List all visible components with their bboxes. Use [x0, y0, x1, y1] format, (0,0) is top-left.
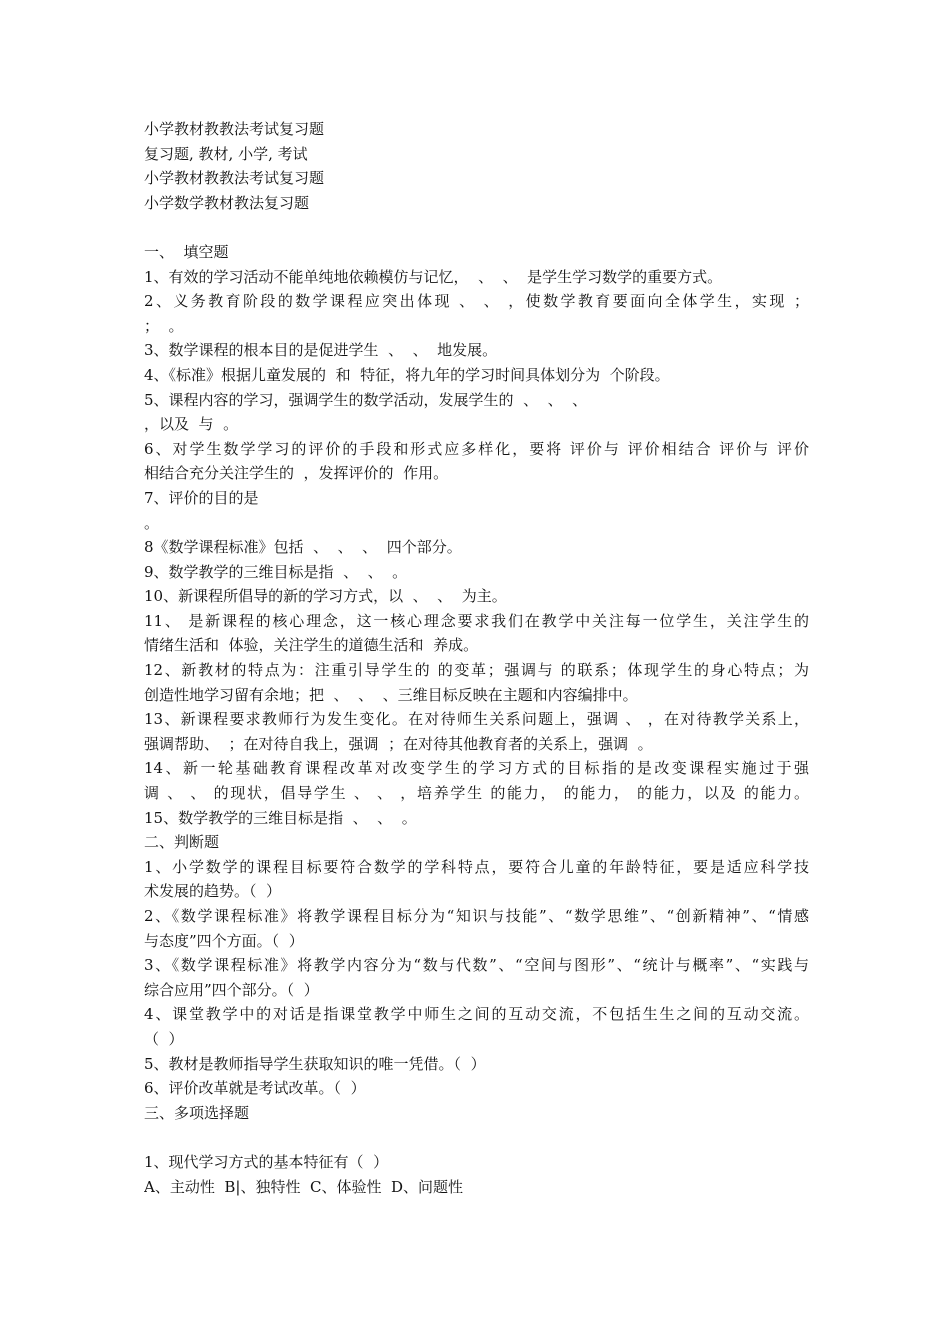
question-line: 2、《数学课程标准》将教学课程目标分为“知识与技能”、“数学思维”、“创新精神”、“情感	[144, 907, 809, 925]
question-line: 13、新课程要求教师行为发生变化。在对待师生关系问题上，强调 、 ，在对待教学关系上，	[144, 710, 809, 729]
question-line: 1、小学数学的课程目标要符合数学的学科特点，要符合儿童的年龄特征，要是适应科学技	[144, 857, 809, 876]
question-line: 术发展的趋势。（ ）	[144, 882, 282, 901]
question-line: 2、义务教育阶段的数学课程应突出体现 、 、 ，使数学教育要面向全体学生，实现 ；	[144, 292, 809, 311]
question-line: 8《数学课程标准》包括 、 、 、 四个部分。	[144, 538, 462, 557]
document-page	[144, 117, 809, 1199]
question-line: 1、有效的学习活动不能单纯地依赖模仿与记忆， 、 、 是学生学习数学的重要方式。	[144, 267, 723, 286]
question-line: 6、对学生数学学习的评价的手段和形式应多样化，要将 评价与 评价相结合 评价与 评价	[144, 439, 809, 458]
question-line: 5、课程内容的学习，强调学生的数学活动，发展学生的 、 、 、	[144, 390, 588, 409]
spacer	[144, 1125, 809, 1150]
section-heading-true-false: 二、判断题	[144, 833, 220, 852]
question-line: 7、评价的目的是	[144, 488, 259, 507]
question-line: 4、《标准》根据儿童发展的 和 特征，将九年的学习时间具体划分为 个阶段。	[144, 365, 670, 384]
question-line: 5、教材是教师指导学生获取知识的唯一凭借。（ ）	[144, 1054, 486, 1073]
question-line: 与态度”四个方面。（ ）	[144, 931, 304, 950]
question-line: （ ）	[144, 1029, 184, 1048]
question-line: 3、《数学课程标准》将教学内容分为“数与代数”、“空间与图形”、“统计与概率”、“实践与	[144, 956, 809, 975]
question-line: 4、课堂教学中的对话是指课堂教学中师生之间的互动交流，不包括生生之间的互动交流。	[144, 1005, 809, 1024]
question-line: 相结合充分关注学生的 ，发挥评价的 作用。	[144, 464, 449, 483]
question-line: 创造性地学习留有余地；把 、 、 、三维目标反映在主题和内容编排中。	[144, 685, 638, 704]
question-line: 14、新一轮基础教育课程改革对改变学生的学习方式的目标指的是改变课程实施过于强	[144, 759, 809, 778]
question-line: 10、新课程所倡导的新的学习方式，以 、 、 为主。	[144, 587, 507, 606]
doc-title-repeat: 小学教材教教法考试复习题	[144, 169, 325, 188]
question-line: 9、数学教学的三维目标是指 、 、 。	[144, 562, 408, 581]
question-line: 11、 是新课程的核心理念，这一核心理念要求我们在教学中关注每一位学生，关注学生的	[144, 611, 809, 630]
doc-subtitle: 小学数学教材教法复习题	[144, 193, 310, 212]
section-heading-multiple-choice: 三、多项选择题	[144, 1103, 250, 1122]
question-line: ，以及 与 。	[144, 415, 239, 434]
spacer	[144, 215, 809, 240]
question-line: 。	[144, 513, 160, 532]
answer-options: A、主动性 B|、独特性 C、体验性 D、问题性	[144, 1177, 464, 1196]
question-line: ； 。	[144, 316, 184, 335]
question-line: 15、数学教学的三维目标是指 、 、 。	[144, 808, 417, 827]
section-heading-fill-blank: 一、 填空题	[144, 242, 229, 261]
question-line: 12、新教材的特点为：注重引导学生的 的变革；强调与 的联系；体现学生的身心特点；为	[144, 661, 809, 680]
question-line: 强调帮助、 ；在对待自我上，强调 ；在对待其他教育者的关系上，强调 。	[144, 734, 653, 753]
question-line: 1、现代学习方式的基本特征有（ ）	[144, 1152, 389, 1171]
question-line: 情绪生活和 体验，关注学生的道德生活和 养成。	[144, 636, 479, 655]
doc-keywords: 复习题, 教材, 小学, 考试	[144, 144, 308, 163]
question-line: 调 、 、 的现状，倡导学生 、 、 ，培养学生 的能力， 的能力， 的能力，以及 的能力。	[144, 784, 809, 803]
question-line: 6、评价改革就是考试改革。（ ）	[144, 1079, 366, 1098]
question-line: 综合应用”四个部分。（ ）	[144, 980, 319, 999]
doc-title: 小学教材教教法考试复习题	[144, 120, 325, 138]
question-line: 3、数学课程的根本目的是促进学生 、 、 地发展。	[144, 341, 498, 360]
